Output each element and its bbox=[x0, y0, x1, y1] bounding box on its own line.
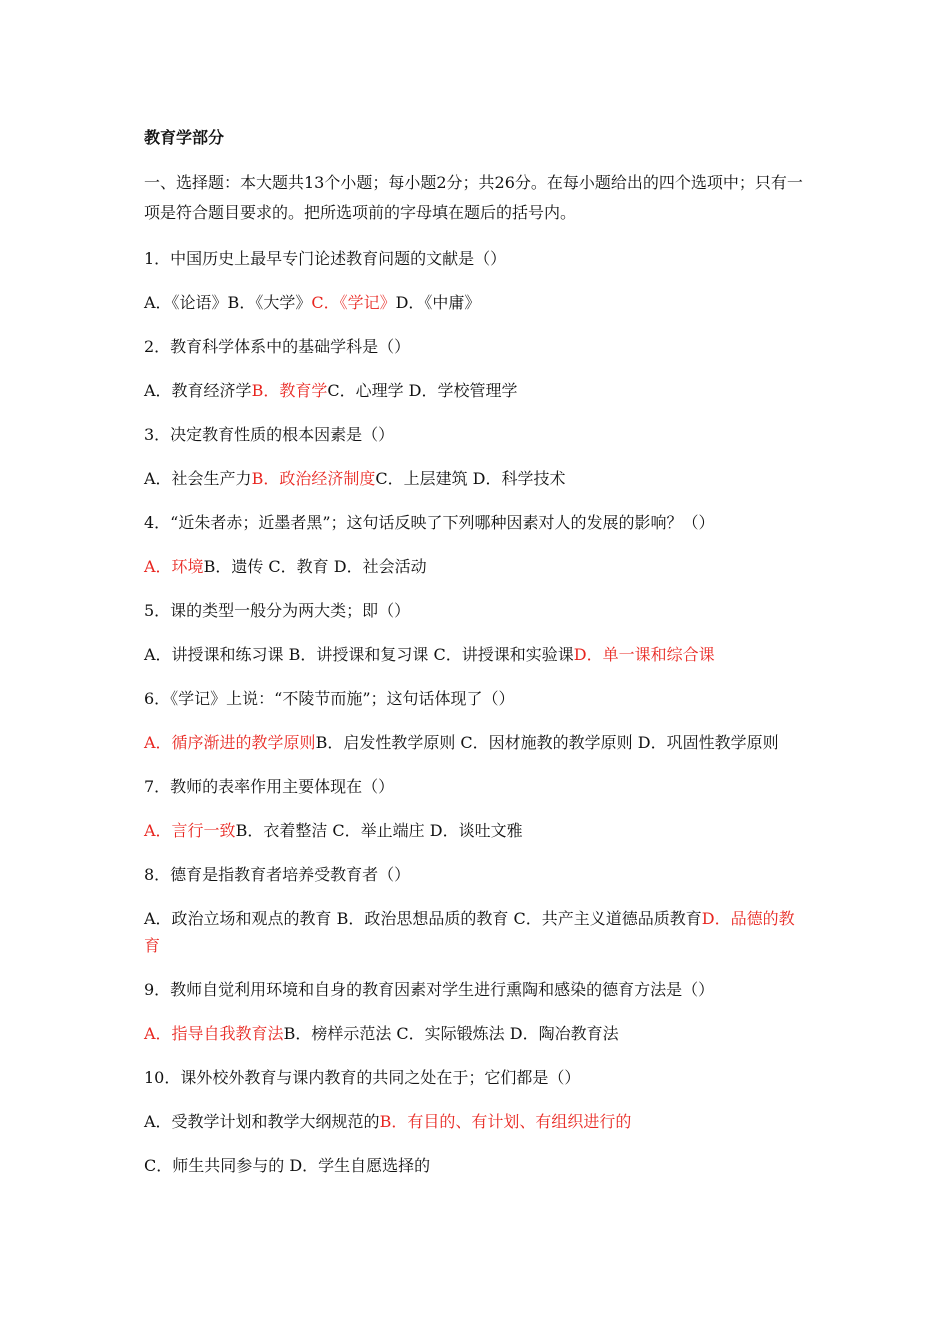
correct-answer: C．《学记》 bbox=[311, 293, 396, 312]
question-text: 8．德育是指教育者培养受教育者（） bbox=[144, 865, 411, 884]
correct-answer: B．政治经济制度 bbox=[251, 469, 376, 488]
option-text: C．心理学 D．学校管理学 bbox=[327, 381, 518, 400]
option-text: B．遗传 C．教育 D．社会活动 bbox=[203, 557, 427, 576]
options-line bbox=[144, 465, 810, 492]
options-line bbox=[144, 905, 810, 959]
correct-answer: D．单一课和综合课 bbox=[573, 645, 715, 664]
option-text: B．启发性教学原则 C．因材施教的教学原则 D．巩固性教学原则 bbox=[315, 733, 779, 752]
question-text: 5．课的类型一般分为两大类；即（） bbox=[144, 601, 411, 620]
correct-answer: B．有目的、有计划、有组织进行的 bbox=[379, 1112, 632, 1131]
question-text: 10．课外校外教育与课内教育的共同之处在于；它们都是（） bbox=[144, 1068, 581, 1087]
options-line bbox=[144, 641, 810, 668]
question-text: 1．中国历史上最早专门论述教育问题的文献是（） bbox=[144, 249, 507, 268]
question-text: 2．教育科学体系中的基础学科是（） bbox=[144, 337, 411, 356]
question-list bbox=[144, 245, 810, 1135]
correct-answer: A．环境 bbox=[144, 557, 204, 576]
option-text: D．《中庸》 bbox=[395, 293, 481, 312]
option-text: A．讲授课和练习课 B．讲授课和复习课 C．讲授课和实验课 bbox=[144, 645, 574, 664]
question-text: 6．《学记》上说：“不陵节而施”；这句话体现了（） bbox=[144, 689, 515, 708]
option-text: A．社会生产力 bbox=[144, 469, 252, 488]
correct-answer: D．品德的教育 bbox=[144, 909, 795, 955]
correct-answer: A．言行一致 bbox=[144, 821, 236, 840]
question-text: 4．“近朱者赤；近墨者黑”；这句话反映了下列哪种因素对人的发展的影响？（） bbox=[144, 513, 715, 532]
option-text: A．教育经济学 bbox=[144, 381, 252, 400]
correct-answer: B．教育学 bbox=[251, 381, 328, 400]
options-line bbox=[144, 1020, 810, 1047]
option-text: B．衣着整洁 C．举止端庄 D．谈吐文雅 bbox=[235, 821, 523, 840]
correct-answer: A．指导自我教育法 bbox=[144, 1024, 284, 1043]
section-title: 教育学部分 bbox=[144, 128, 225, 147]
options-line bbox=[144, 377, 810, 404]
correct-answer: A．循序渐进的教学原则 bbox=[144, 733, 316, 752]
option-text: B．榜样示范法 C．实际锻炼法 D．陶冶教育法 bbox=[283, 1024, 619, 1043]
option-text: C．上层建筑 D．科学技术 bbox=[375, 469, 566, 488]
options-line bbox=[144, 729, 810, 756]
options-line bbox=[144, 553, 810, 580]
question-text: 7．教师的表率作用主要体现在（） bbox=[144, 777, 395, 796]
instructions: 一、选择题：本大题共13个小题；每小题2分；共26分。在每小题给出的四个选项中；只有一项是符合题目要求的。把所选项前的字母填在题后的括号内。 bbox=[144, 173, 803, 222]
options-line bbox=[144, 817, 810, 844]
question-text: 9．教师自觉利用环境和自身的教育因素对学生进行熏陶和感染的德育方法是（） bbox=[144, 980, 715, 999]
option-text: A．政治立场和观点的教育 B．政治思想品质的教育 C．共产主义道德品质教育 bbox=[144, 909, 702, 928]
question-text: 3．决定教育性质的根本因素是（） bbox=[144, 425, 395, 444]
option-text: A．受教学计划和教学大纲规范的 bbox=[144, 1112, 380, 1131]
options-line bbox=[144, 1108, 810, 1135]
option-text: A．《论语》B．《大学》 bbox=[144, 293, 312, 312]
options-line bbox=[144, 289, 810, 316]
trailing-options: C．师生共同参与的 D．学生自愿选择的 bbox=[144, 1156, 431, 1175]
